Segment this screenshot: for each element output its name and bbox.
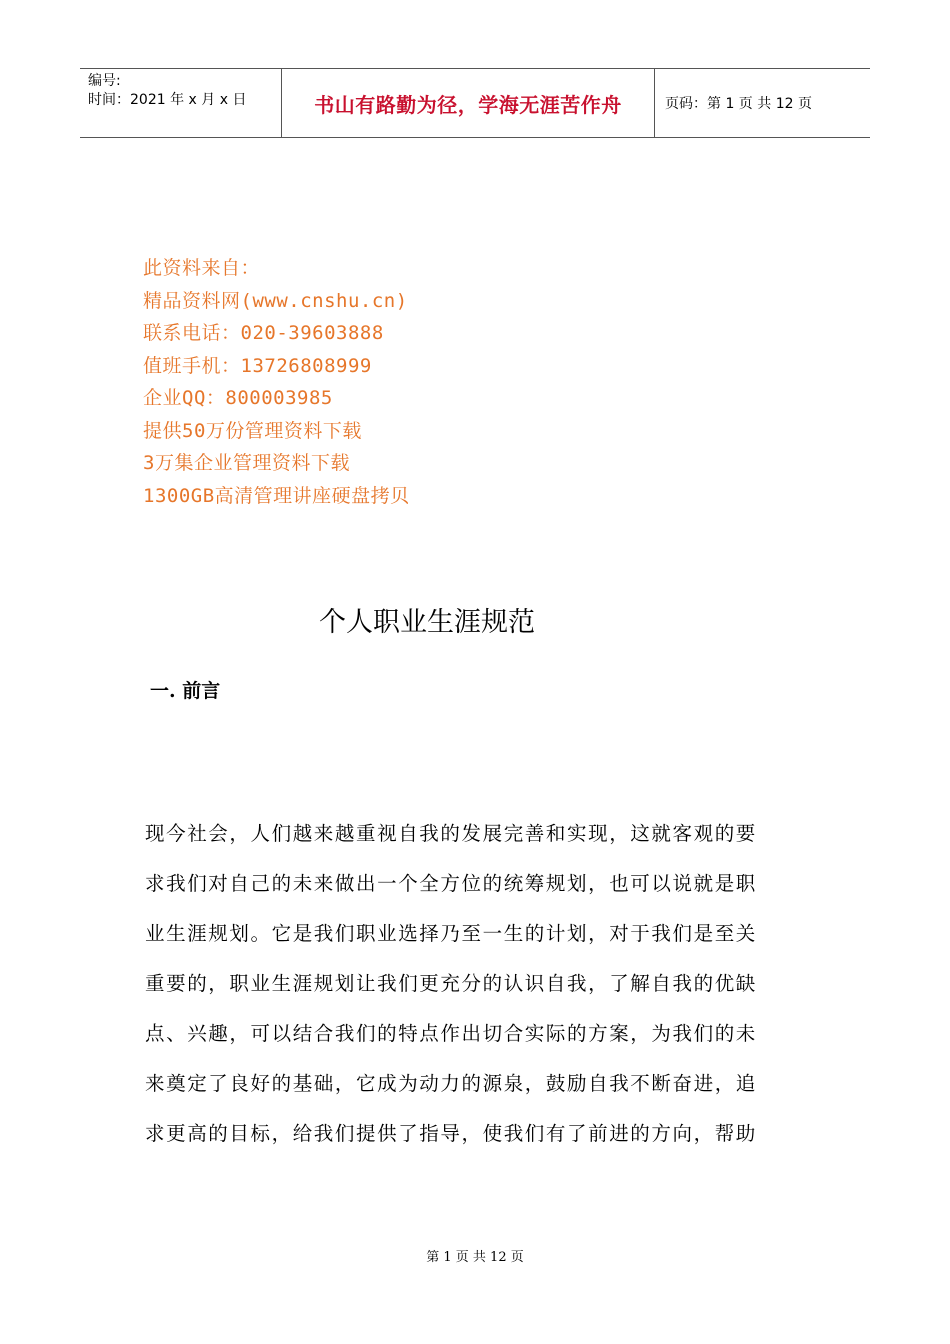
paragraph-line: 业生涯规划。它是我们职业选择乃至一生的计划，对于我们是至关: [145, 922, 757, 945]
header-info-cell: [80, 69, 282, 137]
promo-block: [143, 252, 410, 512]
promo-line: 3万集企业管理资料下载: [143, 452, 350, 474]
page-header: [80, 68, 870, 138]
promo-line: 企业QQ：800003985: [143, 387, 333, 409]
section-heading: 一. 前言: [150, 680, 221, 702]
promo-line: 1300GB高清管理讲座硬盘拷贝: [143, 484, 410, 507]
paragraph-line: 求我们对自己的未来做出一个全方位的统筹规划，也可以说就是职: [145, 872, 757, 895]
paragraph-line: 点、兴趣，可以结合我们的特点作出切合实际的方案，为我们的未: [145, 1022, 757, 1045]
promo-line: 精品资料网(www.cnshu.cn): [143, 289, 408, 312]
page-code: 页码：第 1 页 共 12 页: [665, 96, 812, 112]
promo-line: 值班手机：13726808999: [143, 354, 372, 377]
paragraph-line: 现今社会，人们越来越重视自我的发展完善和实现，这就客观的要: [145, 822, 757, 845]
paragraph-line: 来奠定了良好的基础，它成为动力的源泉，鼓励自我不断奋进，追: [145, 1072, 757, 1095]
promo-line: 联系电话：020-39603888: [143, 322, 384, 344]
page-footer: 第 1 页 共 12 页: [426, 1250, 524, 1265]
header-page-cell: [655, 69, 870, 137]
paragraph-line: 求更高的目标，给我们提供了指导，使我们有了前进的方向，帮助: [145, 1122, 757, 1145]
promo-line: 提供50万份管理资料下载: [143, 419, 362, 442]
body-paragraph: [145, 809, 795, 1159]
serial-label: 编号:: [88, 73, 121, 89]
header-motto-cell: [282, 69, 655, 137]
date-label: 时间：2021 年 x 月 x 日: [88, 92, 247, 108]
paragraph-line: 重要的，职业生涯规划让我们更充分的认识自我，了解自我的优缺: [145, 972, 757, 995]
document-title: 个人职业生涯规范: [319, 607, 535, 638]
motto-text: 书山有路勤为径，学海无涯苦作舟: [314, 92, 622, 117]
promo-line: 此资料来自：: [143, 257, 261, 279]
